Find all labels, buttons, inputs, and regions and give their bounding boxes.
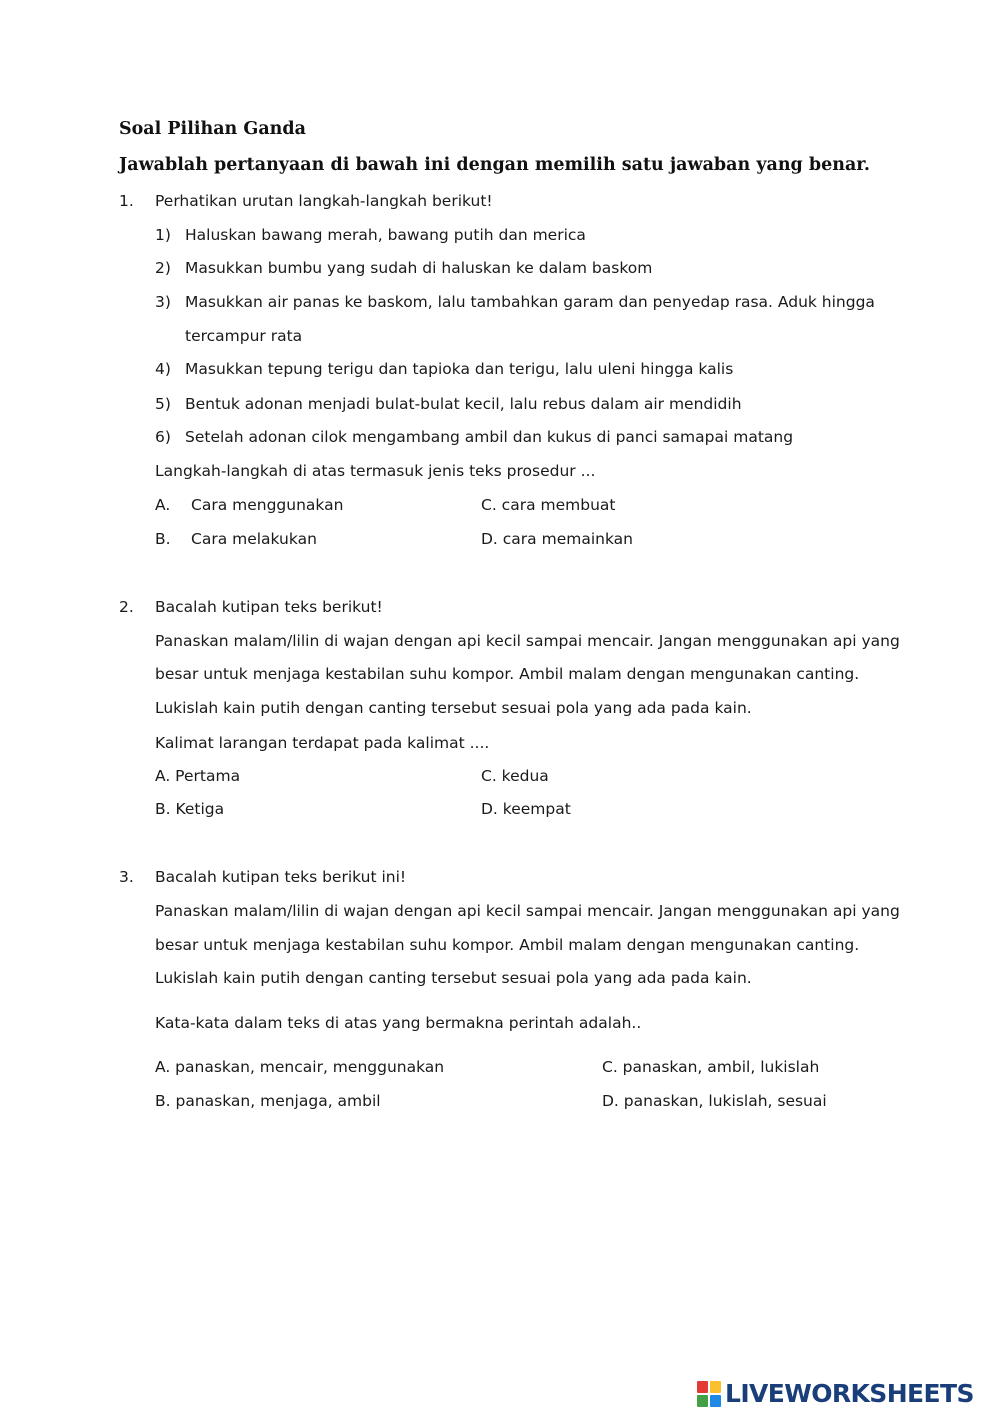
option-b[interactable]: B. Ketiga [155, 800, 225, 818]
question-number: 3. [119, 868, 134, 886]
question-prompt: Bacalah kutipan teks berikut! [155, 598, 383, 616]
logo-text: LIVEWORKSHEETS [725, 1379, 974, 1408]
option-d[interactable]: D. cara memainkan [481, 530, 633, 548]
step-number: 4) [155, 360, 171, 378]
step-number: 5) [155, 395, 171, 413]
step-text: Haluskan bawang merah, bawang putih dan merica [185, 226, 586, 244]
step-text-continued: tercampur rata [185, 327, 303, 345]
step-number: 6) [155, 428, 171, 446]
option-a[interactable]: A. panaskan, mencair, menggunakan [155, 1058, 445, 1076]
passage-line: besar untuk menjaga kestabilan suhu kompor. Ambil malam dengan mengunakan canting. [155, 665, 860, 683]
option-a[interactable] [155, 494, 343, 516]
page-title: Soal Pilihan Ganda [119, 119, 306, 139]
passage-line: besar untuk menjaga kestabilan suhu kompor. Ambil malam dengan mengunakan canting. [155, 936, 860, 954]
option-c[interactable]: C. cara membuat [481, 496, 616, 514]
liveworksheets-logo[interactable] [697, 1377, 974, 1411]
passage-line: Lukislah kain putih dengan canting tersebut sesuai pola yang ada pada kain. [155, 969, 752, 987]
option-c[interactable]: C. kedua [481, 767, 549, 785]
question-text: Kalimat larangan terdapat pada kalimat .... [155, 734, 490, 752]
liveworksheets-logo-icon [697, 1381, 721, 1407]
step-text: Masukkan bumbu yang sudah di haluskan ke dalam baskom [185, 259, 653, 277]
step-number: 1) [155, 226, 171, 244]
step-number: 3) [155, 293, 171, 311]
option-b[interactable] [155, 528, 317, 550]
option-text: Cara melakukan [191, 530, 317, 548]
step-text: Masukkan air panas ke baskom, lalu tambahkan garam dan penyedap rasa. Aduk hingga [185, 293, 875, 311]
step-text: Bentuk adonan menjadi bulat-bulat kecil, lalu rebus dalam air mendidih [185, 395, 742, 413]
instructions: Jawablah pertanyaan di bawah ini dengan memilih satu jawaban yang benar. [119, 155, 871, 175]
step-text: Setelah adonan cilok mengambang ambil dan kukus di panci samapai matang [185, 428, 794, 446]
option-c[interactable]: C. panaskan, ambil, lukislah [602, 1058, 820, 1076]
passage-line: Panaskan malam/lilin di wajan dengan api kecil sampai mencair. Jangan menggunakan api yang [155, 632, 900, 650]
step-number: 2) [155, 259, 171, 277]
question-prompt: Bacalah kutipan teks berikut ini! [155, 868, 407, 886]
question-number: 2. [119, 598, 134, 616]
option-text: Cara menggunakan [191, 496, 344, 514]
question-text: Kata-kata dalam teks di atas yang bermakna perintah adalah.. [155, 1014, 642, 1032]
passage-line: Lukislah kain putih dengan canting tersebut sesuai pola yang ada pada kain. [155, 699, 752, 717]
option-letter: B. [155, 530, 171, 548]
option-d[interactable]: D. panaskan, lukislah, sesuai [602, 1092, 827, 1110]
step-text: Masukkan tepung terigu dan tapioka dan terigu, lalu uleni hingga kalis [185, 360, 734, 378]
option-d[interactable]: D. keempat [481, 800, 571, 818]
question-prompt: Perhatikan urutan langkah-langkah berikut! [155, 192, 493, 210]
option-letter: A. [155, 496, 171, 514]
passage-line: Panaskan malam/lilin di wajan dengan api kecil sampai mencair. Jangan menggunakan api yang [155, 902, 900, 920]
question-text: Langkah-langkah di atas termasuk jenis teks prosedur ... [155, 462, 596, 480]
question-number: 1. [119, 192, 134, 210]
option-b[interactable]: B. panaskan, menjaga, ambil [155, 1092, 381, 1110]
option-a[interactable]: A. Pertama [155, 767, 241, 785]
